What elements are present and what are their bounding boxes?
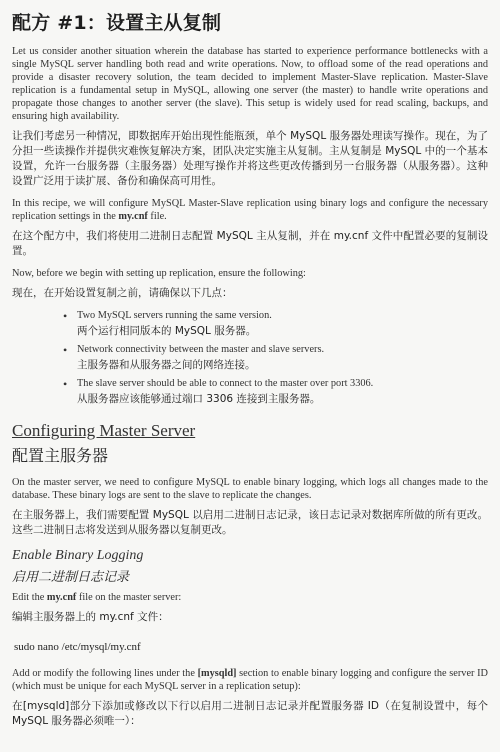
section-body-zh: 在主服务器上，我们需要配置 MySQL 以启用二进制日志记录，该日志记录对数据库所做的所有更改。这些二进制日志将发送到从服务器以复制更改。	[12, 509, 488, 536]
list-item	[77, 377, 488, 407]
list-item-zh: 主服务器和从服务器之间的网络连接。	[77, 359, 256, 371]
edit-text-suffix: file on the master server:	[76, 592, 182, 603]
subsection-heading-en: Enable Binary Logging	[12, 548, 144, 563]
recipe-text-prefix: In this recipe, we will configure MySQL Master-Slave replication using binary logs and configure the necessary replication settings in the	[12, 198, 488, 222]
intro-paragraph-en: Let us consider another situation wherein the database has started to experience performance bottlenecks with a single MySQL server handling both read and write operations. Now, to offload some of the read operations and provide a disaster recovery solution, the team decided to implement Master-Slave replication. Master-Slave replication is a fundamental setup in MySQL, allowing one server (the master) to handle write operations and propagate those changes to another server (the slave). This setup is widely used for read scaling, backups, and ensuring high availability.	[12, 46, 488, 122]
list-item-en: • Two MySQL servers running the same version.	[77, 310, 272, 321]
recipe-paragraph-en	[12, 197, 488, 223]
section-heading-zh: 配置主服务器	[12, 446, 109, 465]
add-section-name: [mysqld]	[197, 668, 237, 679]
edit-text-prefix: Edit the	[12, 592, 47, 603]
page-title: 配方 #1：设置主从复制	[12, 12, 222, 34]
recipe-filename: my.cnf	[118, 211, 148, 222]
add-text-suffix: section to enable binary logging and configure the server ID (which must be unique for each MySQL server in a replication setup):	[12, 668, 488, 692]
list-item-zh: 两个运行相同版本的 MySQL 服务器。	[77, 325, 257, 337]
intro-paragraph-zh: 让我们考虑另一种情况，即数据库开始出现性能瓶颈，单个 MySQL 服务器处理读写操作。现在，为了分担一些读操作并提供灾难恢复解决方案，团队决定实施主从复制。主从复制是 MySQL 中的一个基本设置，允许一台服务器（主服务器）处理写操作并将这些更改传播到另一台服务器（从服务器）。这种设置广泛用于读扩展、备份和确保高可用性。	[12, 130, 488, 187]
edit-instruction-en	[12, 591, 488, 604]
edit-instruction-zh: 编辑主服务器上的 my.cnf 文件：	[12, 611, 169, 623]
edit-filename: my.cnf	[46, 592, 77, 603]
subsection-heading-zh: 启用二进制日志记录	[12, 570, 130, 585]
section-heading-en: Configuring Master Server	[12, 421, 196, 440]
list-item-zh: 从服务器应该能够通过端口 3306 连接到主服务器。	[77, 393, 321, 405]
recipe-text-suffix: file.	[147, 211, 167, 222]
command-snippet: sudo nano /etc/mysql/my.cnf	[14, 641, 141, 653]
add-text-prefix: Add or modify the following lines under the	[12, 668, 198, 679]
list-item	[77, 343, 488, 373]
section-body-en: On the master server, we need to configure MySQL to enable binary logging, which logs all changes made to the database. These binary logs are sent to the slave to replicate the changes.	[12, 477, 488, 501]
add-instruction-en	[12, 667, 488, 693]
list-item	[77, 309, 488, 339]
list-item-en: • Network connectivity between the master and slave servers.	[77, 344, 325, 355]
ensure-paragraph-zh: 现在，在开始设置复制之前，请确保以下几点：	[12, 287, 233, 299]
prerequisite-list	[12, 309, 488, 407]
list-item-en: • The slave server should be able to connect to the master over port 3306.	[77, 378, 374, 389]
ensure-paragraph-en: Now, before we begin with setting up replication, ensure the following:	[12, 268, 306, 279]
recipe-paragraph-zh: 在这个配方中，我们将使用二进制日志配置 MySQL 主从复制，并在 my.cnf 文件中配置必要的复制设置。	[12, 230, 488, 257]
add-instruction-zh: 在[mysqld]部分下添加或修改以下行以启用二进制日志记录并配置服务器 ID（在复制设置中，每个 MySQL 服务器必须唯一）：	[12, 700, 488, 727]
